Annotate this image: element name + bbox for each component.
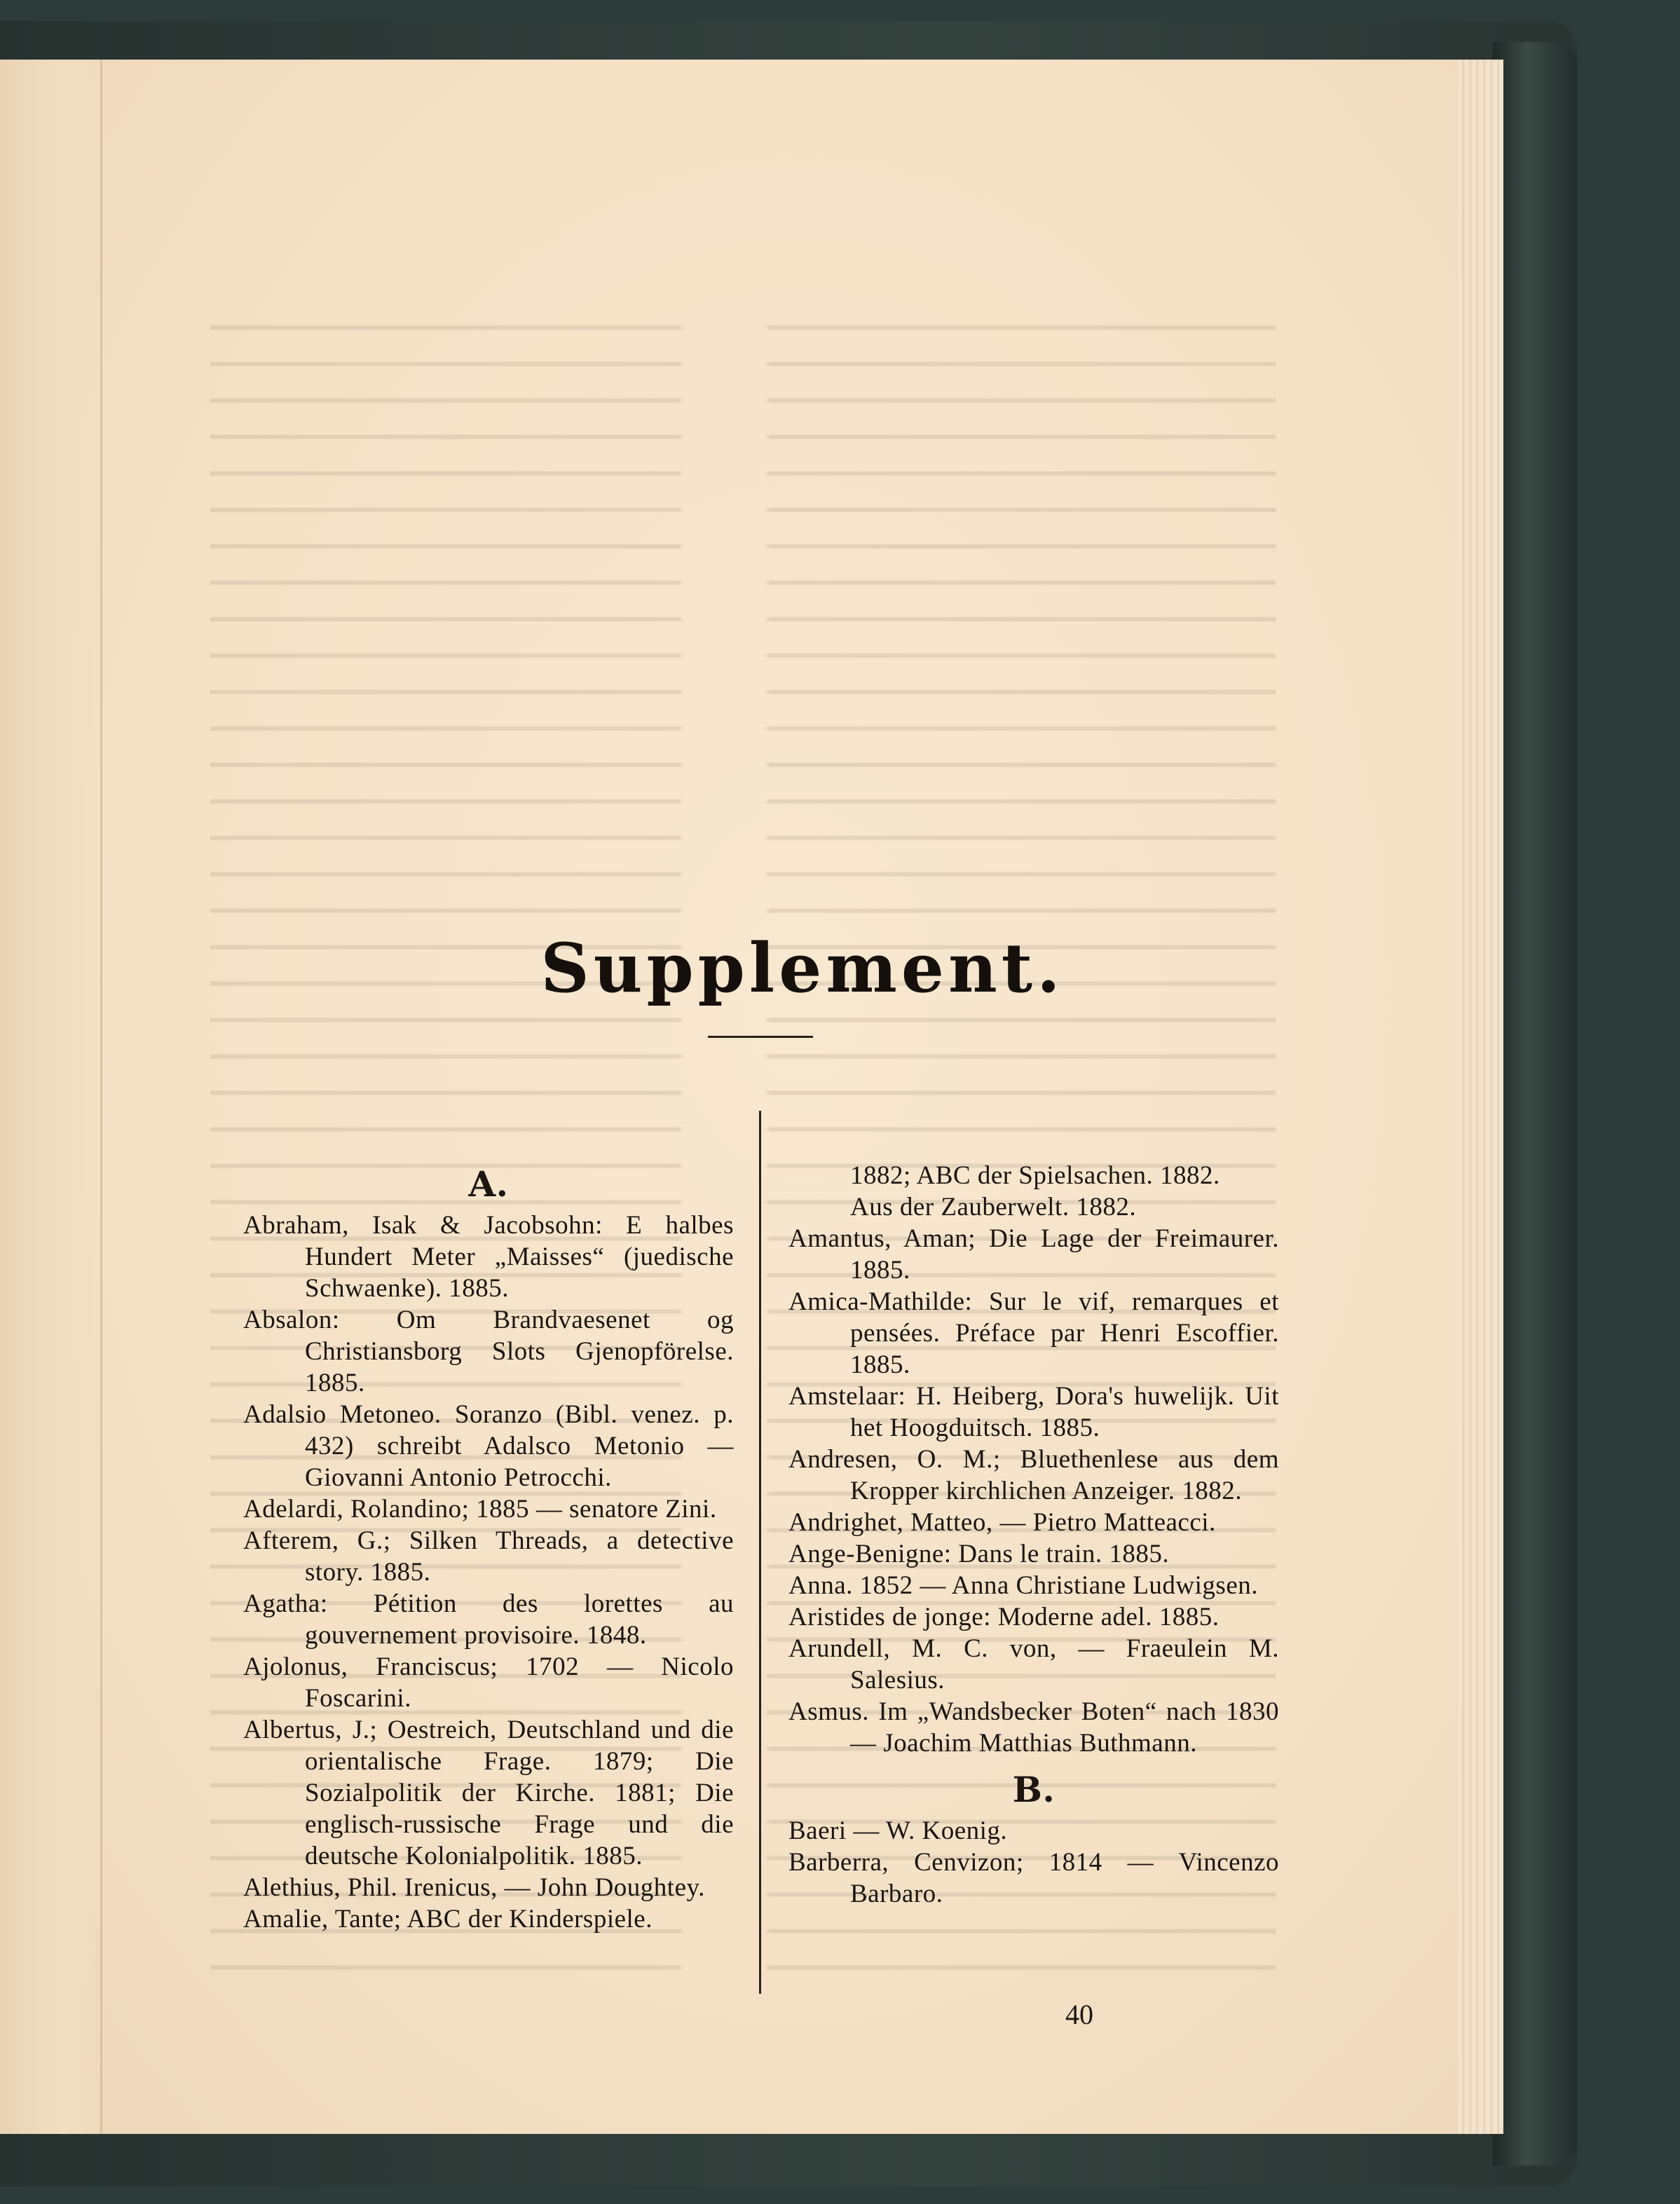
list-item: Andresen, O. M.; Bluethenlese aus dem Kropper kirchlichen Anzeiger. 1882. <box>788 1445 1279 1505</box>
page-number: 40 <box>1065 1999 1093 2030</box>
gutter-line <box>100 60 102 2134</box>
list-item: Ajolonus, Franciscus; 1702 — Nicolo Foscarini. <box>243 1652 734 1713</box>
book-spine <box>1493 42 1577 2165</box>
section-letter-a: A. <box>468 1163 509 1205</box>
list-item: Afterem, G.; Silken Threads, a detective story. 1885. <box>243 1526 734 1587</box>
list-item: Ange-Benigne: Dans le train. 1885. <box>788 1540 1170 1568</box>
continuation-line: Aus der Zauberwelt. 1882. <box>850 1193 1137 1221</box>
list-item: Albertus, J.; Oestreich, Deutschland und die orientalische Frage. 1879; Die Sozialpolitik der Kirche. 1881; Die englisch-russische Frage und die deutsche Kolonialpolitik. 1885. <box>243 1716 734 1870</box>
list-item: Abraham, Isak & Jacobsohn: E halbes Hundert Meter „Maisses“ (juedische Schwaenke). 1885. <box>243 1211 734 1303</box>
left-column <box>243 1163 734 1935</box>
list-item: Anna. 1852 — Anna Christiane Ludwigsen. <box>788 1571 1258 1600</box>
list-item: Amantus, Aman; Die Lage der Freimaurer. 1885. <box>788 1224 1279 1285</box>
list-item: Amica-Mathilde: Sur le vif, remarques et pensées. Préface par Henri Escoffier. 1885. <box>788 1287 1279 1379</box>
list-item: Asmus. Im „Wandsbecker Boten“ nach 1830 — Joachim Matthias Buthmann. <box>788 1697 1279 1758</box>
list-item: Adalsio Metoneo. Soranzo (Bibl. venez. p. 432) schreibt Adalsco Metonio — Giovanni Antonio Petrocchi. <box>243 1400 734 1492</box>
list-item: Andrighet, Matteo, — Pietro Matteacci. <box>788 1508 1216 1537</box>
continuation-line: 1882; ABC der Spielsachen. 1882. <box>850 1161 1220 1190</box>
list-item: Baeri — W. Koenig. <box>788 1816 1008 1845</box>
list-item: Aristides de jonge: Moderne adel. 1885. <box>788 1603 1220 1631</box>
list-item: Arundell, M. C. von, — Fraeulein M. Salesius. <box>788 1634 1279 1695</box>
list-item: Amstelaar: H. Heiberg, Dora's huwelijk. Uit het Hoogduitsch. 1885. <box>788 1382 1279 1442</box>
column-divider <box>759 1111 761 1994</box>
list-item: Amalie, Tante; ABC der Kinderspiele. <box>243 1905 653 1933</box>
list-item: Absalon: Om Brandvaesenet og Christiansborg Slots Gjenopförelse. 1885. <box>243 1306 734 1397</box>
section-letter-b: B. <box>1012 1769 1056 1810</box>
page-heading <box>0 929 1458 1008</box>
right-column <box>788 1160 1279 1910</box>
heading-text: Supplement. <box>540 929 1065 1008</box>
list-item: Agatha: Pétition des lorettes au gouvernement provisoire. 1848. <box>243 1589 734 1650</box>
list-item: Adelardi, Rolandino; 1885 — senatore Zini. <box>243 1495 717 1524</box>
list-item: Alethius, Phil. Irenicus, — John Doughtey. <box>243 1873 705 1902</box>
heading-rule <box>708 1036 813 1038</box>
page-gutter <box>0 60 105 2134</box>
book-page <box>0 60 1458 2134</box>
list-item: Barberra, Cenvizon; 1814 — Vincenzo Barbaro. <box>788 1848 1279 1908</box>
